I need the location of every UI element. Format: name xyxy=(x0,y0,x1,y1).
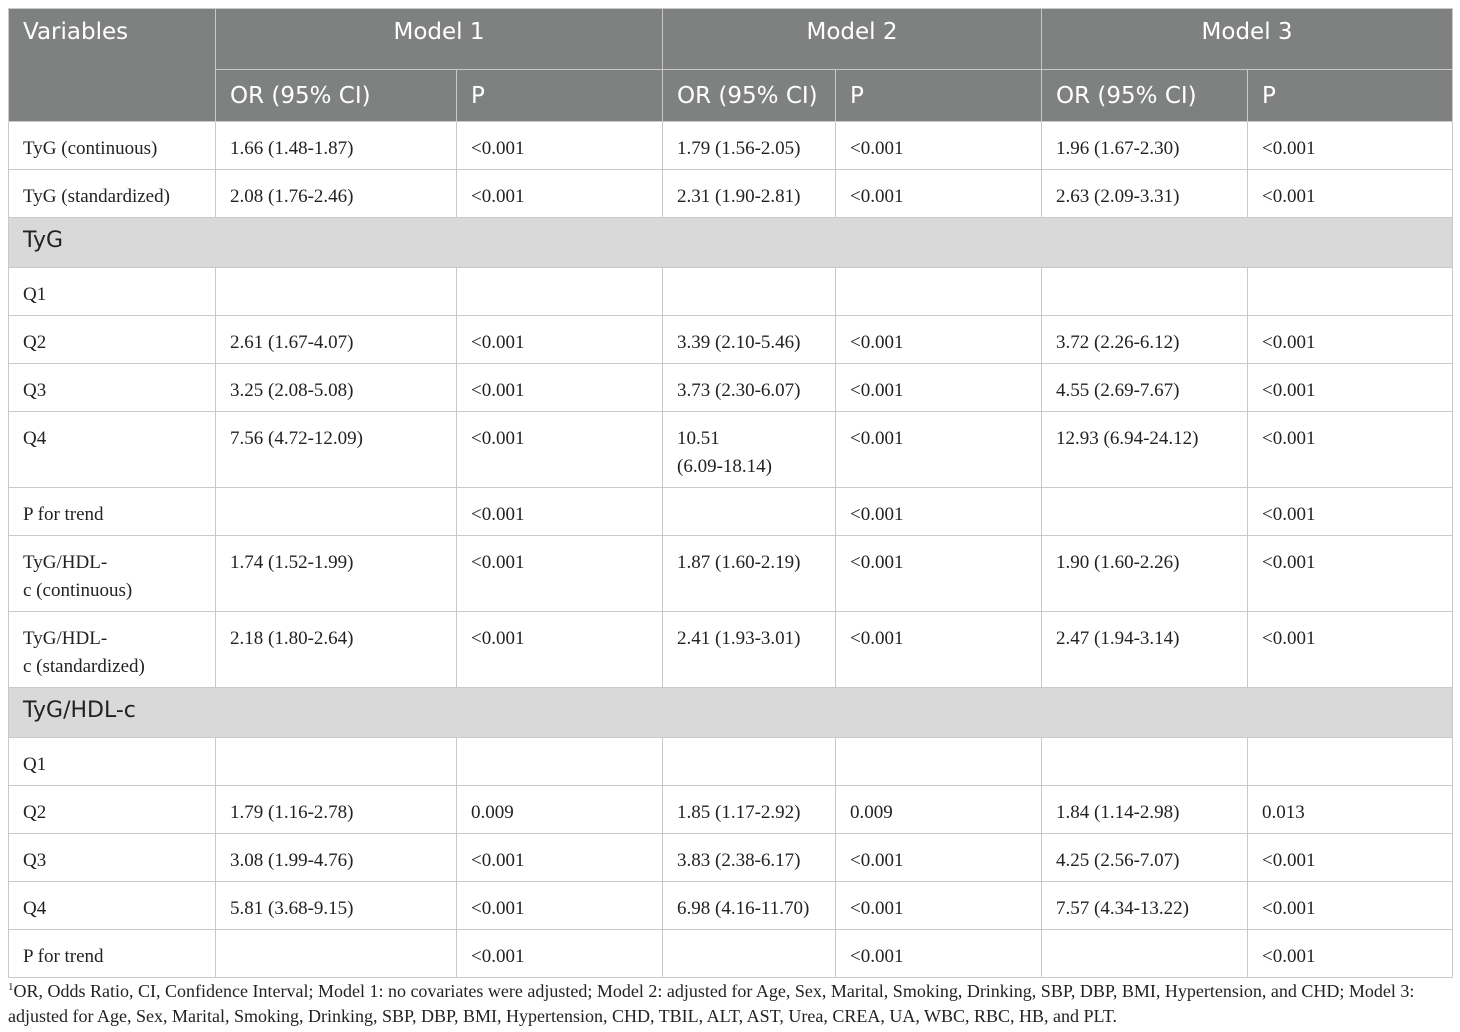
cell-p-value-model-1: <0.001 xyxy=(457,412,663,488)
table-row xyxy=(9,268,1453,316)
cell-p-value-model-3: <0.001 xyxy=(1248,930,1453,978)
cell-p-value-model-1: <0.001 xyxy=(457,930,663,978)
table-row xyxy=(9,612,1453,688)
results-table xyxy=(8,8,1453,978)
cell-or-ci-model-2: 3.83 (2.38-6.17) xyxy=(663,834,836,882)
table-row xyxy=(9,536,1453,612)
results-table-container xyxy=(8,8,1452,978)
cell-or-ci-model-1: 1.66 (1.48-1.87) xyxy=(216,122,457,170)
cell-or-ci-model-2: 2.41 (1.93-3.01) xyxy=(663,612,836,688)
cell-or-ci-model-2: 3.73 (2.30-6.07) xyxy=(663,364,836,412)
cell-or-ci-model-1: 2.08 (1.76-2.46) xyxy=(216,170,457,218)
row-label: P for trend xyxy=(9,488,216,536)
cell-or-ci-model-2: 1.87 (1.60-2.19) xyxy=(663,536,836,612)
header-or-ci-model-2: OR (95% CI) xyxy=(663,70,836,122)
cell-p-value-model-2: <0.001 xyxy=(836,834,1042,882)
cell-p-value-model-2: 0.009 xyxy=(836,786,1042,834)
cell-or-ci-model-1: 1.79 (1.16-2.78) xyxy=(216,786,457,834)
row-label: Q2 xyxy=(9,316,216,364)
cell-or-ci-model-1 xyxy=(216,268,457,316)
table-row xyxy=(9,786,1453,834)
cell-p-value-model-3 xyxy=(1248,738,1453,786)
cell-or-ci-model-1: 3.25 (2.08-5.08) xyxy=(216,364,457,412)
table-row xyxy=(9,412,1453,488)
header-or-ci-model-3: OR (95% CI) xyxy=(1042,70,1248,122)
header-model-3: Model 3 xyxy=(1042,9,1453,70)
cell-or-ci-model-3: 2.47 (1.94-3.14) xyxy=(1042,612,1248,688)
cell-or-ci-model-3: 7.57 (4.34-13.22) xyxy=(1042,882,1248,930)
table-row xyxy=(9,122,1453,170)
cell-or-ci-model-2: 3.39 (2.10-5.46) xyxy=(663,316,836,364)
cell-p-value-model-3: <0.001 xyxy=(1248,412,1453,488)
cell-p-value-model-2 xyxy=(836,738,1042,786)
cell-p-value-model-1 xyxy=(457,268,663,316)
row-label: Q1 xyxy=(9,268,216,316)
cell-p-value-model-2: <0.001 xyxy=(836,412,1042,488)
table-row xyxy=(9,364,1453,412)
cell-or-ci-model-1: 2.18 (1.80-2.64) xyxy=(216,612,457,688)
cell-or-ci-model-3: 1.84 (1.14-2.98) xyxy=(1042,786,1248,834)
cell-or-ci-model-2 xyxy=(663,930,836,978)
section-label: TyG/HDL-c xyxy=(9,688,1453,738)
cell-or-ci-model-1: 5.81 (3.68-9.15) xyxy=(216,882,457,930)
footnote-marker: 1 xyxy=(8,981,14,993)
cell-or-ci-model-2: 6.98 (4.16-11.70) xyxy=(663,882,836,930)
cell-p-value-model-2: <0.001 xyxy=(836,612,1042,688)
section-header-row xyxy=(9,218,1453,268)
cell-p-value-model-3: <0.001 xyxy=(1248,316,1453,364)
cell-p-value-model-3: <0.001 xyxy=(1248,122,1453,170)
row-label: Q1 xyxy=(9,738,216,786)
header-row-models xyxy=(9,9,1453,70)
cell-or-ci-model-3: 4.55 (2.69-7.67) xyxy=(1042,364,1248,412)
header-p-model-2: P xyxy=(836,70,1042,122)
cell-p-value-model-1: <0.001 xyxy=(457,612,663,688)
header-p-model-1: P xyxy=(457,70,663,122)
row-label: TyG/HDL- c (standardized) xyxy=(9,612,216,688)
cell-p-value-model-2 xyxy=(836,268,1042,316)
cell-p-value-model-1: 0.009 xyxy=(457,786,663,834)
cell-or-ci-model-3 xyxy=(1042,738,1248,786)
section-header-row xyxy=(9,688,1453,738)
cell-or-ci-model-3: 1.90 (1.60-2.26) xyxy=(1042,536,1248,612)
cell-or-ci-model-2: 2.31 (1.90-2.81) xyxy=(663,170,836,218)
cell-or-ci-model-1: 2.61 (1.67-4.07) xyxy=(216,316,457,364)
cell-or-ci-model-3: 1.96 (1.67-2.30) xyxy=(1042,122,1248,170)
header-row-stats xyxy=(9,70,1453,122)
cell-p-value-model-3: <0.001 xyxy=(1248,364,1453,412)
table-row xyxy=(9,170,1453,218)
cell-p-value-model-3: <0.001 xyxy=(1248,536,1453,612)
row-label: TyG/HDL- c (continuous) xyxy=(9,536,216,612)
row-label: TyG (standardized) xyxy=(9,170,216,218)
table-row xyxy=(9,834,1453,882)
header-model-2: Model 2 xyxy=(663,9,1042,70)
cell-p-value-model-1: <0.001 xyxy=(457,364,663,412)
cell-p-value-model-2: <0.001 xyxy=(836,882,1042,930)
header-model-1: Model 1 xyxy=(216,9,663,70)
cell-p-value-model-1: <0.001 xyxy=(457,170,663,218)
cell-p-value-model-2: <0.001 xyxy=(836,930,1042,978)
cell-or-ci-model-3: 4.25 (2.56-7.07) xyxy=(1042,834,1248,882)
table-row xyxy=(9,738,1453,786)
cell-or-ci-model-3: 3.72 (2.26-6.12) xyxy=(1042,316,1248,364)
cell-or-ci-model-2: 1.85 (1.17-2.92) xyxy=(663,786,836,834)
cell-p-value-model-2: <0.001 xyxy=(836,122,1042,170)
row-label: P for trend xyxy=(9,930,216,978)
cell-or-ci-model-3: 12.93 (6.94-24.12) xyxy=(1042,412,1248,488)
cell-p-value-model-3: <0.001 xyxy=(1248,834,1453,882)
cell-p-value-model-1: <0.001 xyxy=(457,536,663,612)
table-row xyxy=(9,882,1453,930)
cell-or-ci-model-1 xyxy=(216,488,457,536)
cell-p-value-model-1: <0.001 xyxy=(457,882,663,930)
table-footnote xyxy=(8,975,1452,1029)
cell-or-ci-model-2: 1.79 (1.56-2.05) xyxy=(663,122,836,170)
cell-or-ci-model-3 xyxy=(1042,488,1248,536)
cell-p-value-model-2: <0.001 xyxy=(836,488,1042,536)
cell-p-value-model-1: <0.001 xyxy=(457,316,663,364)
cell-or-ci-model-3: 2.63 (2.09-3.31) xyxy=(1042,170,1248,218)
section-label: TyG xyxy=(9,218,1453,268)
table-row xyxy=(9,488,1453,536)
cell-p-value-model-3: <0.001 xyxy=(1248,612,1453,688)
cell-p-value-model-3 xyxy=(1248,268,1453,316)
cell-or-ci-model-2 xyxy=(663,738,836,786)
cell-p-value-model-1: <0.001 xyxy=(457,122,663,170)
row-label: Q3 xyxy=(9,834,216,882)
cell-p-value-model-2: <0.001 xyxy=(836,536,1042,612)
table-row xyxy=(9,930,1453,978)
cell-p-value-model-1 xyxy=(457,738,663,786)
row-label: Q3 xyxy=(9,364,216,412)
cell-p-value-model-1: <0.001 xyxy=(457,488,663,536)
header-p-model-3: P xyxy=(1248,70,1453,122)
cell-p-value-model-2: <0.001 xyxy=(836,364,1042,412)
cell-p-value-model-2: <0.001 xyxy=(836,170,1042,218)
cell-or-ci-model-2 xyxy=(663,488,836,536)
row-label: Q4 xyxy=(9,412,216,488)
cell-p-value-model-3: <0.001 xyxy=(1248,882,1453,930)
table-body xyxy=(9,122,1453,978)
cell-or-ci-model-2 xyxy=(663,268,836,316)
cell-or-ci-model-1: 7.56 (4.72-12.09) xyxy=(216,412,457,488)
row-label: Q2 xyxy=(9,786,216,834)
cell-or-ci-model-1 xyxy=(216,738,457,786)
cell-p-value-model-3: <0.001 xyxy=(1248,170,1453,218)
cell-p-value-model-1: <0.001 xyxy=(457,834,663,882)
cell-p-value-model-3: <0.001 xyxy=(1248,488,1453,536)
row-label: TyG (continuous) xyxy=(9,122,216,170)
table-header xyxy=(9,9,1453,122)
table-row xyxy=(9,316,1453,364)
cell-or-ci-model-3 xyxy=(1042,930,1248,978)
cell-or-ci-model-3 xyxy=(1042,268,1248,316)
row-label: Q4 xyxy=(9,882,216,930)
header-or-ci-model-1: OR (95% CI) xyxy=(216,70,457,122)
cell-or-ci-model-1: 1.74 (1.52-1.99) xyxy=(216,536,457,612)
cell-or-ci-model-2: 10.51 (6.09-18.14) xyxy=(663,412,836,488)
cell-p-value-model-3: 0.013 xyxy=(1248,786,1453,834)
cell-p-value-model-2: <0.001 xyxy=(836,316,1042,364)
cell-or-ci-model-1 xyxy=(216,930,457,978)
header-variables: Variables xyxy=(9,9,216,122)
footnote-text: OR, Odds Ratio, CI, Confidence Interval; Model 1: no covariates were adjusted; Model 2: adjusted for Age, Sex, Marital, Smoking, Drinking, SBP, DBP, BMI, Hypertension, and CHD; Model 3: adjusted for Age, Sex, Marital, Smoking, Drinking, SBP, DBP, BMI, Hypertension, CHD, TBIL, ALT, AST, Urea, CREA, UA, WBC, RBC, HB, and PLT. xyxy=(8,981,1415,1026)
cell-or-ci-model-1: 3.08 (1.99-4.76) xyxy=(216,834,457,882)
